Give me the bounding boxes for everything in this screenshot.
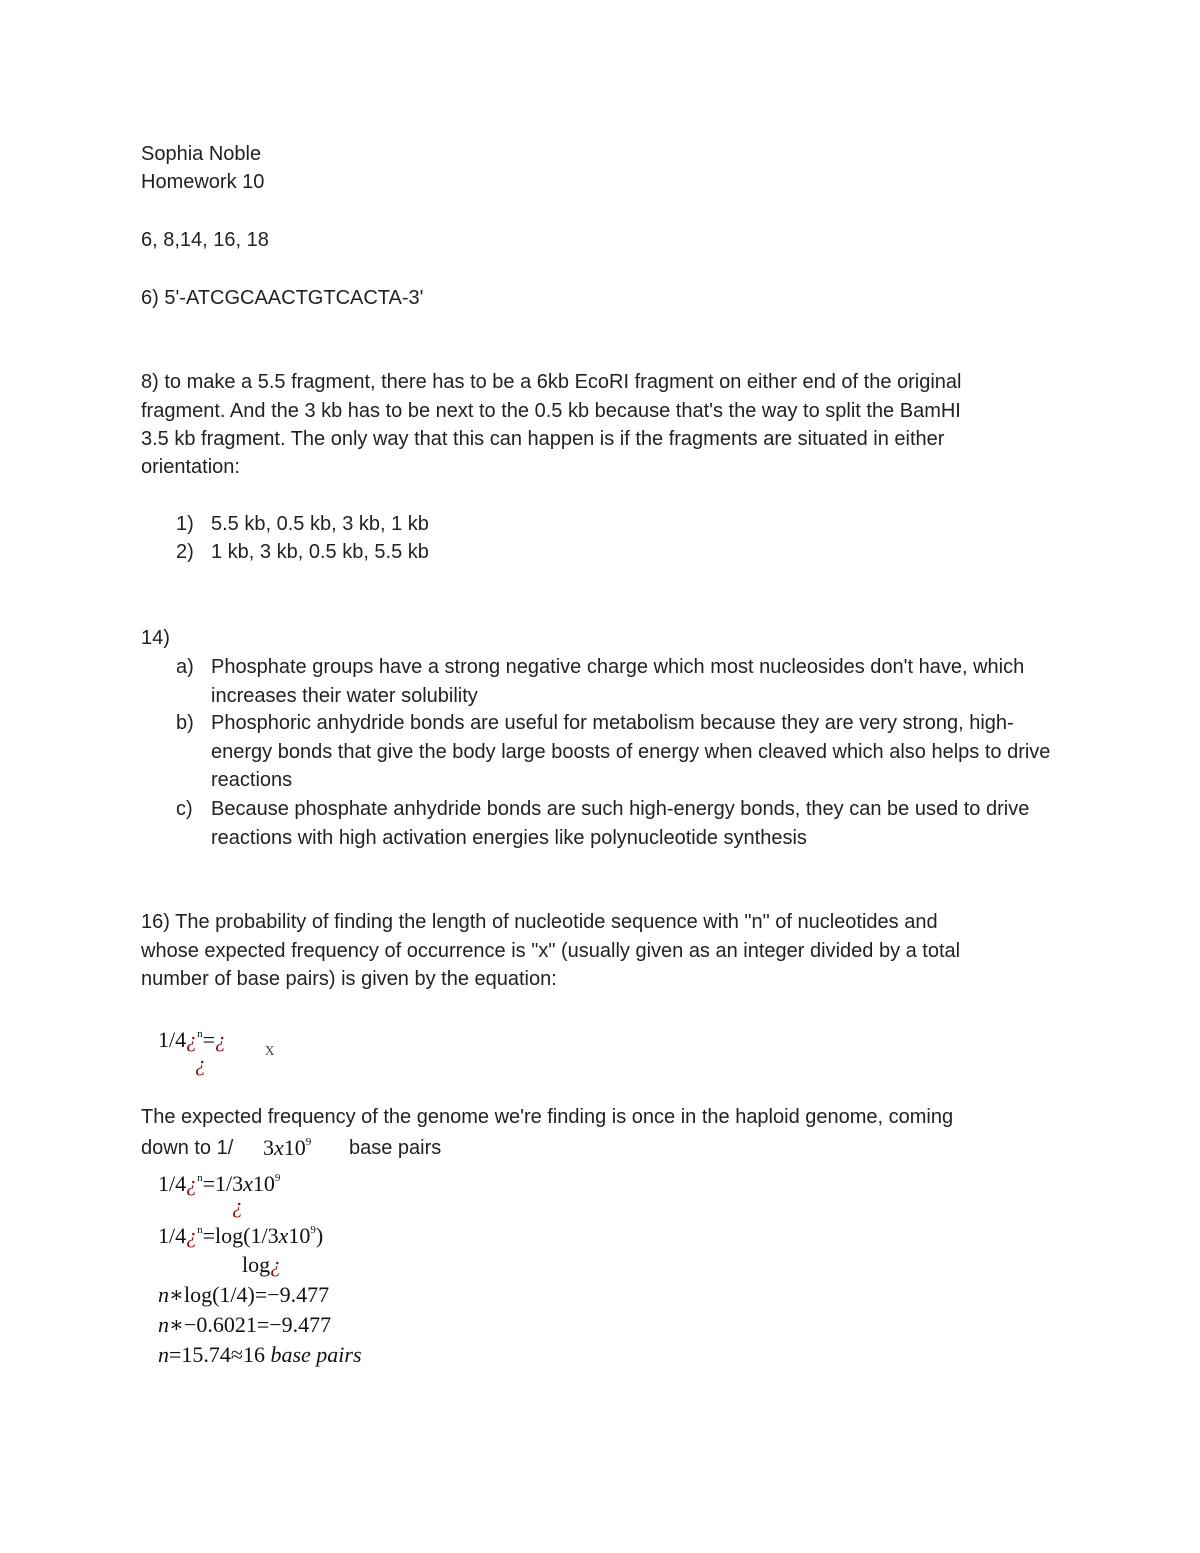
q14-a-letter: a) bbox=[176, 656, 194, 678]
eq1-lhs: 1/4 bbox=[158, 1027, 187, 1052]
q8-option-2: 1 kb, 3 kb, 0.5 kb, 5.5 kb bbox=[211, 541, 429, 563]
q8-option-1: 5.5 kb, 0.5 kb, 3 kb, 1 kb bbox=[211, 513, 429, 535]
para2-math-ten: 10 bbox=[283, 1135, 306, 1160]
eq1-error-glyph: ¿ bbox=[186, 1027, 198, 1052]
eq1-equals: = bbox=[202, 1027, 216, 1052]
student-name: Sophia Noble bbox=[141, 143, 262, 165]
q14-b-text: Phosphoric anhydride bonds are useful for metabolism because they are very strong, high-energy bonds that give the body large boosts of energy when cleaved which also helps to drive reactions bbox=[211, 712, 1051, 791]
q16-line-3: number of base pairs) is given by the equation: bbox=[141, 968, 557, 990]
step1-ten: 10 bbox=[252, 1171, 275, 1196]
step3-rest: ∗log(1/4)=−9.477 bbox=[169, 1282, 330, 1307]
q16-line-1: 16) The probability of finding the length of nucleotide sequence with "n" of nucleotides and bbox=[141, 911, 938, 933]
problem-list: 6, 8,14, 16, 18 bbox=[141, 229, 269, 251]
step4-rest: ∗−0.6021=−9.477 bbox=[169, 1312, 332, 1337]
q8-line-1: 8) to make a 5.5 fragment, there has to be a 6kb EcoRI fragment on either end of the original bbox=[141, 371, 962, 393]
q14-b-letter: b) bbox=[176, 712, 194, 734]
q16-para-2-end: base pairs bbox=[349, 1137, 442, 1159]
q8-option-1-number: 1) bbox=[176, 513, 194, 535]
q14-c-letter: c) bbox=[176, 798, 193, 820]
para2-math-x: x bbox=[274, 1135, 284, 1160]
step1-exponent: n bbox=[197, 1172, 203, 1184]
step2b-log: log bbox=[242, 1252, 271, 1277]
step2b-error-glyph: ¿ bbox=[270, 1252, 282, 1277]
step1-rhs: =1/3 bbox=[202, 1171, 244, 1196]
step2-ten: 10 bbox=[288, 1223, 311, 1248]
q8-option-2-number: 2) bbox=[176, 541, 194, 563]
q14-a-text: Phosphate groups have a strong negative charge which most nucleosides don't have, which increases their water solubility bbox=[211, 656, 1025, 707]
q16-para-2-math bbox=[263, 1134, 311, 1162]
step1-error-glyph-2: ¿ bbox=[232, 1193, 243, 1218]
q16-para-2-start: down to 1/ bbox=[141, 1137, 234, 1159]
step1-x: x bbox=[243, 1171, 253, 1196]
step3-n: n bbox=[158, 1282, 169, 1307]
step4-n: n bbox=[158, 1312, 169, 1337]
q14-label: 14) bbox=[141, 627, 170, 649]
step-1 bbox=[158, 1170, 280, 1198]
step2-lhs: 1/4 bbox=[158, 1223, 187, 1248]
q16-line-2: whose expected frequency of occurrence is "x" (usually given as an integer divided by a total bbox=[141, 940, 961, 962]
eq1-error-glyph-3: ¿ bbox=[195, 1051, 206, 1076]
step5-rest: =15.74≈16 bbox=[169, 1342, 265, 1367]
q8-line-4: orientation: bbox=[141, 456, 240, 478]
para2-math-exp: 9 bbox=[305, 1136, 312, 1148]
step-4 bbox=[158, 1311, 331, 1339]
step2-exp: 9 bbox=[310, 1224, 316, 1236]
q6-answer: 6) 5'-ATCGCAACTGTCACTA-3' bbox=[141, 287, 424, 309]
step2-x: x bbox=[278, 1223, 289, 1248]
eq1-x: x bbox=[265, 1039, 275, 1060]
q8-line-3: 3.5 kb fragment. The only way that this can happen is if the fragments are situated in either bbox=[141, 428, 945, 450]
step2-error-glyph: ¿ bbox=[186, 1223, 198, 1248]
step2-exponent: n bbox=[197, 1224, 203, 1236]
q16-para-1: The expected frequency of the genome we're finding is once in the haploid genome, coming bbox=[141, 1106, 954, 1128]
step-5 bbox=[158, 1341, 362, 1369]
step1-error-glyph: ¿ bbox=[186, 1171, 198, 1196]
step5-unit: base pairs bbox=[270, 1342, 362, 1367]
step-2 bbox=[158, 1222, 323, 1250]
step2-close: ) bbox=[315, 1223, 324, 1248]
q8-line-2: fragment. And the 3 kb has to be next to the 0.5 kb because that's the way to split the BamHI bbox=[141, 400, 961, 422]
para2-math-base: 3 bbox=[263, 1135, 274, 1160]
step1-exp: 9 bbox=[274, 1172, 281, 1184]
eq1-error-glyph-2: ¿ bbox=[215, 1027, 227, 1052]
step1-lhs: 1/4 bbox=[158, 1171, 187, 1196]
q14-c-text: Because phosphate anhydride bonds are such high-energy bonds, they can be used to drive reactions with high activation energies like polynucleotide synthesis bbox=[211, 798, 1030, 849]
step-3 bbox=[158, 1281, 329, 1309]
assignment-title: Homework 10 bbox=[141, 171, 265, 193]
step5-n: n bbox=[158, 1342, 169, 1367]
step2-rhs: =log(1/3 bbox=[202, 1223, 279, 1248]
equation-1 bbox=[158, 1026, 226, 1054]
eq1-exponent: n bbox=[197, 1028, 203, 1040]
step-2b bbox=[242, 1251, 281, 1279]
